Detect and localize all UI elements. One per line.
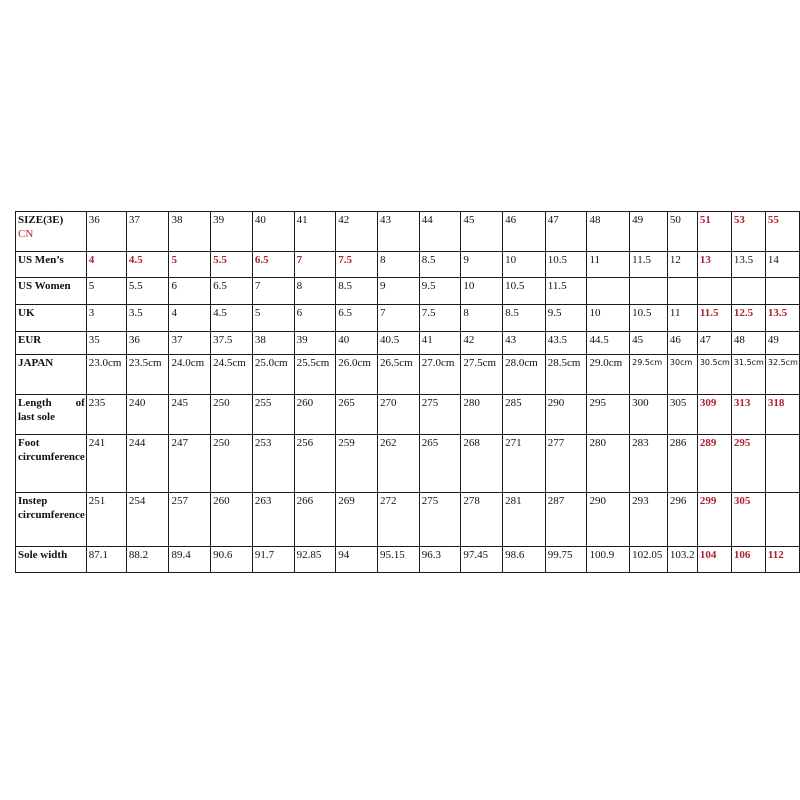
table-cell: 25.5cm: [294, 355, 336, 395]
table-cell: 3.5: [126, 305, 169, 332]
table-cell: 98.6: [503, 547, 546, 573]
table-cell: 36: [86, 212, 126, 252]
table-cell: 13.5: [731, 252, 765, 278]
table-cell: 286: [667, 435, 697, 493]
row-eur: [16, 332, 800, 355]
table-cell: 43: [503, 332, 546, 355]
table-cell: 11.5: [630, 252, 668, 278]
row-header: [16, 212, 87, 252]
table-cell: 5: [252, 305, 294, 332]
row-size-cn: [16, 212, 800, 252]
table-cell: 36: [126, 332, 169, 355]
table-cell: 11.5: [697, 305, 731, 332]
table-cell: 309: [697, 395, 731, 435]
table-cell: 8.5: [503, 305, 546, 332]
table-cell: 10: [587, 305, 630, 332]
table-cell: 241: [86, 435, 126, 493]
table-cell: 30cm: [667, 355, 697, 395]
table-cell: [765, 435, 799, 493]
table-cell: 275: [419, 395, 461, 435]
row-sole-width: [16, 547, 800, 573]
row-header-label: SIZE(3E): [18, 214, 64, 226]
table-cell: 37: [169, 332, 211, 355]
table-cell: 263: [252, 493, 294, 547]
table-cell: 10.5: [630, 305, 668, 332]
table-cell: 9: [461, 252, 503, 278]
row-header: [16, 435, 87, 493]
table-cell: 250: [211, 395, 253, 435]
table-cell: 48: [731, 332, 765, 355]
row-instep-circumference: [16, 493, 800, 547]
row-header: [16, 252, 87, 278]
table-cell: 269: [336, 493, 378, 547]
table-cell: 11: [667, 305, 697, 332]
table-cell: 104: [697, 547, 731, 573]
size-chart-body: [16, 212, 800, 573]
table-cell: 48: [587, 212, 630, 252]
table-cell: 277: [545, 435, 587, 493]
table-cell: 295: [731, 435, 765, 493]
table-cell: 10: [503, 252, 546, 278]
table-cell: 290: [545, 395, 587, 435]
table-cell: 10.5: [503, 278, 546, 305]
table-cell: [630, 278, 668, 305]
table-cell: [765, 493, 799, 547]
table-cell: 313: [731, 395, 765, 435]
row-us-women: [16, 278, 800, 305]
row-header: [16, 547, 87, 573]
table-cell: 29.5cm: [630, 355, 668, 395]
table-cell: 14: [765, 252, 799, 278]
table-cell: 31.5cm: [731, 355, 765, 395]
table-cell: 41: [294, 212, 336, 252]
table-cell: 268: [461, 435, 503, 493]
table-cell: 6.5: [211, 278, 253, 305]
table-cell: 49: [765, 332, 799, 355]
table-cell: 44: [419, 212, 461, 252]
table-cell: 260: [211, 493, 253, 547]
table-cell: 244: [126, 435, 169, 493]
table-cell: 257: [169, 493, 211, 547]
table-cell: 13: [697, 252, 731, 278]
table-cell: 305: [667, 395, 697, 435]
row-us-mens: [16, 252, 800, 278]
table-cell: 47: [545, 212, 587, 252]
table-cell: 8: [377, 252, 419, 278]
table-cell: 8.5: [419, 252, 461, 278]
table-cell: 240: [126, 395, 169, 435]
table-cell: 12: [667, 252, 697, 278]
row-header-label: Foot circumference: [18, 437, 85, 463]
table-cell: 7.5: [419, 305, 461, 332]
table-cell: 53: [731, 212, 765, 252]
table-cell: 40.5: [377, 332, 419, 355]
row-japan: [16, 355, 800, 395]
table-cell: 99.75: [545, 547, 587, 573]
table-cell: 38: [252, 332, 294, 355]
table-cell: 95.15: [377, 547, 419, 573]
table-cell: 23.0cm: [86, 355, 126, 395]
table-cell: 10: [461, 278, 503, 305]
table-cell: 106: [731, 547, 765, 573]
table-cell: 47: [697, 332, 731, 355]
table-cell: 287: [545, 493, 587, 547]
table-cell: 245: [169, 395, 211, 435]
table-cell: 285: [503, 395, 546, 435]
table-cell: 254: [126, 493, 169, 547]
table-cell: 94: [336, 547, 378, 573]
table-cell: 29.0cm: [587, 355, 630, 395]
table-cell: 7.5: [336, 252, 378, 278]
table-cell: 275: [419, 493, 461, 547]
table-cell: 26.0cm: [336, 355, 378, 395]
table-cell: 45: [461, 212, 503, 252]
table-cell: 250: [211, 435, 253, 493]
table-cell: 39: [294, 332, 336, 355]
table-cell: 39: [211, 212, 253, 252]
table-cell: 299: [697, 493, 731, 547]
table-cell: 259: [336, 435, 378, 493]
table-cell: 32.5cm: [765, 355, 799, 395]
table-cell: 247: [169, 435, 211, 493]
table-cell: 43.5: [545, 332, 587, 355]
table-cell: [587, 278, 630, 305]
row-header: [16, 278, 87, 305]
table-cell: 8: [294, 278, 336, 305]
table-cell: 6: [294, 305, 336, 332]
table-cell: 49: [630, 212, 668, 252]
table-cell: [765, 278, 799, 305]
row-header: [16, 332, 87, 355]
table-cell: 7: [252, 278, 294, 305]
table-cell: 92.85: [294, 547, 336, 573]
table-cell: 88.2: [126, 547, 169, 573]
table-cell: 289: [697, 435, 731, 493]
table-cell: 96.3: [419, 547, 461, 573]
table-cell: 272: [377, 493, 419, 547]
table-cell: 251: [86, 493, 126, 547]
table-cell: 35: [86, 332, 126, 355]
row-header-label: Sole width: [18, 549, 68, 561]
row-header-sublabel: CN: [18, 227, 34, 240]
table-cell: 265: [336, 395, 378, 435]
table-cell: 5: [86, 278, 126, 305]
row-header: [16, 493, 87, 547]
table-cell: 4: [86, 252, 126, 278]
row-header: [16, 355, 87, 395]
table-cell: 13.5: [765, 305, 799, 332]
table-cell: 25.0cm: [252, 355, 294, 395]
table-cell: 97.45: [461, 547, 503, 573]
table-cell: 40: [252, 212, 294, 252]
table-cell: 5: [169, 252, 211, 278]
table-cell: 89.4: [169, 547, 211, 573]
table-cell: 51: [697, 212, 731, 252]
table-cell: 4.5: [126, 252, 169, 278]
table-cell: [667, 278, 697, 305]
table-cell: 5.5: [211, 252, 253, 278]
table-cell: 9: [377, 278, 419, 305]
table-cell: 42: [461, 332, 503, 355]
table-cell: 42: [336, 212, 378, 252]
row-header-label: JAPAN: [18, 357, 54, 369]
table-cell: 6.5: [336, 305, 378, 332]
table-cell: 24.0cm: [169, 355, 211, 395]
table-cell: 45: [630, 332, 668, 355]
table-cell: 9.5: [419, 278, 461, 305]
table-cell: 256: [294, 435, 336, 493]
table-cell: 55: [765, 212, 799, 252]
table-cell: 266: [294, 493, 336, 547]
table-cell: 296: [667, 493, 697, 547]
table-cell: 103.2: [667, 547, 697, 573]
table-cell: 100.9: [587, 547, 630, 573]
row-header-label: US Men’s: [18, 254, 64, 266]
table-cell: 37.5: [211, 332, 253, 355]
table-cell: 87.1: [86, 547, 126, 573]
table-cell: 41: [419, 332, 461, 355]
table-cell: 300: [630, 395, 668, 435]
table-cell: 28.0cm: [503, 355, 546, 395]
table-cell: 270: [377, 395, 419, 435]
table-cell: 24.5cm: [211, 355, 253, 395]
table-cell: 8.5: [336, 278, 378, 305]
table-cell: 46: [503, 212, 546, 252]
row-header-label: Instep circumference: [18, 495, 85, 521]
table-cell: 28.5cm: [545, 355, 587, 395]
table-cell: 260: [294, 395, 336, 435]
table-cell: 7: [294, 252, 336, 278]
row-header: Length of last sole: [16, 395, 87, 435]
table-cell: 27.0cm: [419, 355, 461, 395]
table-cell: 318: [765, 395, 799, 435]
row-header-label: UK: [18, 307, 35, 319]
table-cell: 271: [503, 435, 546, 493]
row-header-label-part: Length: [18, 397, 52, 409]
table-cell: 295: [587, 395, 630, 435]
table-cell: [697, 278, 731, 305]
table-cell: 5.5: [126, 278, 169, 305]
table-cell: 40: [336, 332, 378, 355]
table-cell: 253: [252, 435, 294, 493]
size-chart-table: [15, 211, 800, 573]
row-length-last-sole: [16, 395, 800, 435]
table-cell: 283: [630, 435, 668, 493]
row-header: [16, 305, 87, 332]
table-cell: 4.5: [211, 305, 253, 332]
table-cell: 235: [86, 395, 126, 435]
table-cell: 3: [86, 305, 126, 332]
table-cell: 6: [169, 278, 211, 305]
table-cell: 12.5: [731, 305, 765, 332]
table-cell: 280: [461, 395, 503, 435]
table-cell: 281: [503, 493, 546, 547]
table-cell: 90.6: [211, 547, 253, 573]
table-cell: 38: [169, 212, 211, 252]
table-cell: 280: [587, 435, 630, 493]
row-foot-circumference: [16, 435, 800, 493]
table-cell: 6.5: [252, 252, 294, 278]
table-cell: 112: [765, 547, 799, 573]
table-cell: 278: [461, 493, 503, 547]
table-cell: 305: [731, 493, 765, 547]
table-cell: 290: [587, 493, 630, 547]
table-cell: 37: [126, 212, 169, 252]
table-cell: [731, 278, 765, 305]
table-cell: 7: [377, 305, 419, 332]
table-cell: 26.5cm: [377, 355, 419, 395]
table-cell: 102.05: [630, 547, 668, 573]
table-cell: 8: [461, 305, 503, 332]
table-cell: 27.5cm: [461, 355, 503, 395]
table-cell: 4: [169, 305, 211, 332]
row-uk: [16, 305, 800, 332]
table-cell: 23.5cm: [126, 355, 169, 395]
row-header-label: US Women: [18, 280, 71, 292]
row-header-label: EUR: [18, 334, 42, 346]
table-cell: 265: [419, 435, 461, 493]
table-cell: 91.7: [252, 547, 294, 573]
table-cell: 9.5: [545, 305, 587, 332]
table-cell: 30.5cm: [697, 355, 731, 395]
table-cell: 10.5: [545, 252, 587, 278]
table-cell: 293: [630, 493, 668, 547]
table-cell: 262: [377, 435, 419, 493]
table-cell: 46: [667, 332, 697, 355]
table-cell: 11.5: [545, 278, 587, 305]
table-cell: 43: [377, 212, 419, 252]
table-cell: 255: [252, 395, 294, 435]
table-cell: 50: [667, 212, 697, 252]
table-cell: 11: [587, 252, 630, 278]
table-cell: 44.5: [587, 332, 630, 355]
